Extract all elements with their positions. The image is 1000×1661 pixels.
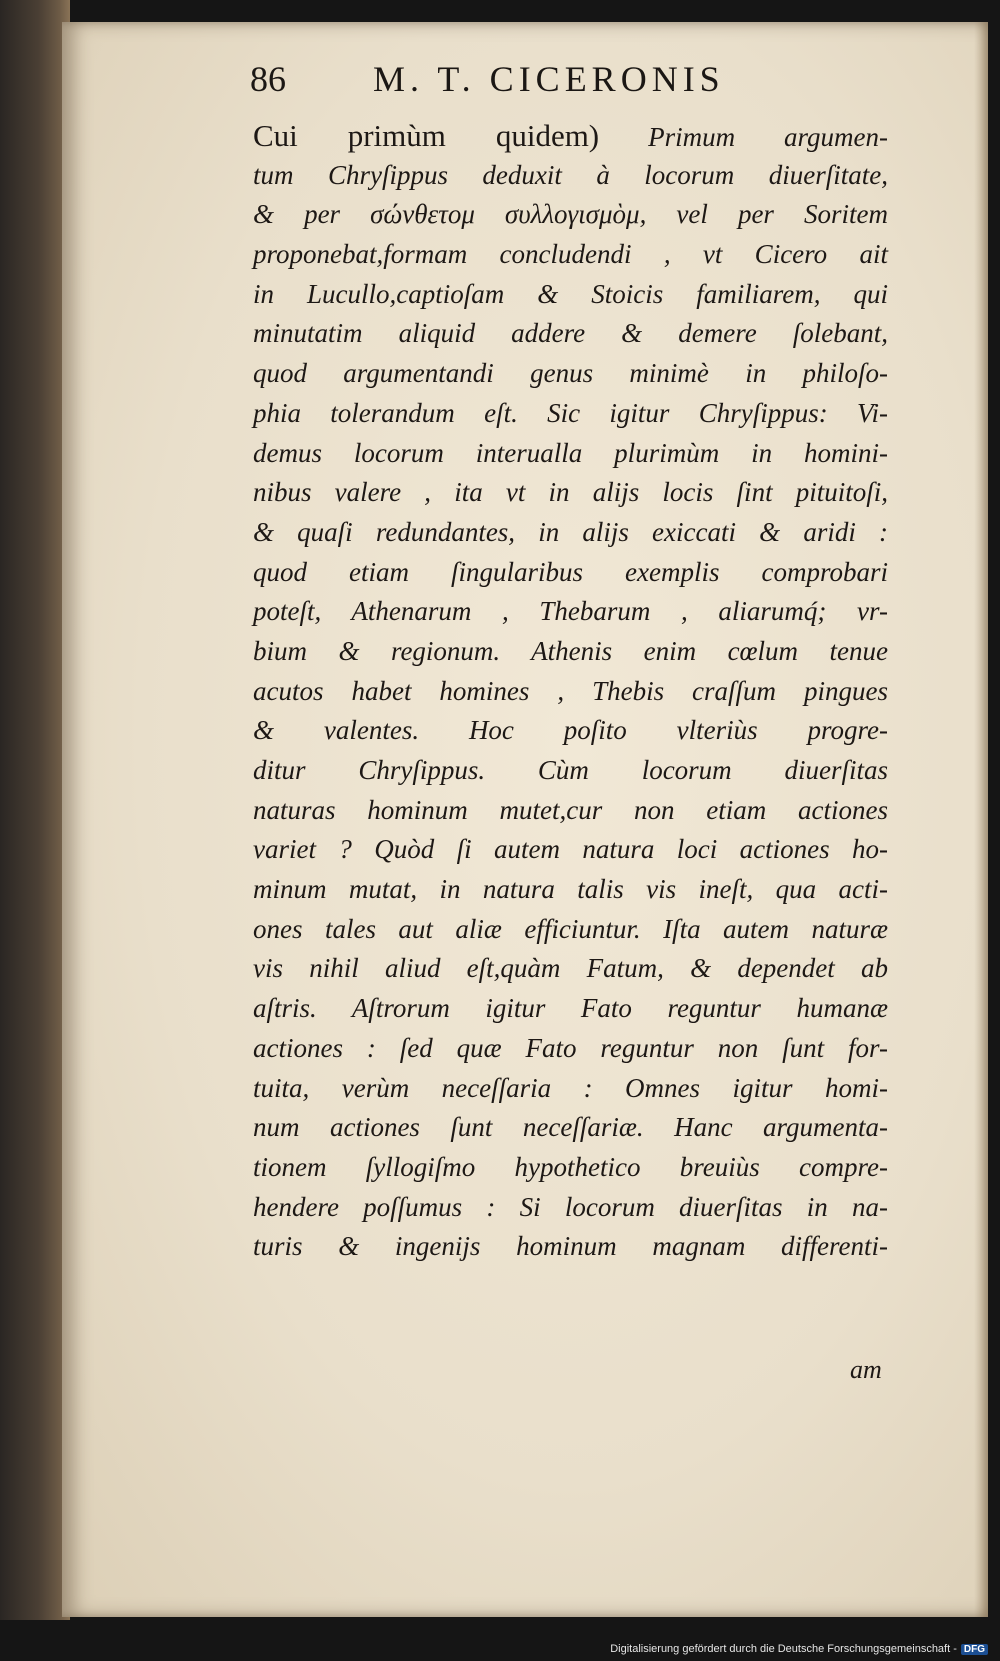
page-number: 86 (250, 59, 286, 99)
text-line: aſtris. Aſtrorum igitur Fato reguntur humanæ (253, 993, 888, 1024)
text-line: turis & ingenijs hominum magnam differenti- (253, 1231, 888, 1262)
book-binding-edge (0, 0, 70, 1620)
catchword: am (850, 1355, 882, 1384)
text-line: acutos habet homines , Thebis craſſum pingues (253, 675, 888, 706)
text-line: num actiones ſunt neceſſariæ. Hanc argumenta- (253, 1112, 888, 1143)
text-line: naturas hominum mutet,cur non etiam actiones (253, 794, 888, 825)
lemma-roman: Cui primùm quidem) (253, 118, 600, 153)
body-text (253, 116, 888, 1267)
text-line-1 (253, 116, 888, 156)
digitization-credit (610, 1643, 988, 1655)
text-line: hendere poſſumus : Si locorum diuerſitas in na- (253, 1191, 888, 1222)
text-line: ones tales aut aliæ efficiuntur. Iſta autem naturæ (253, 913, 888, 944)
text-line: phia tolerandum eſt. Sic igitur Chryſippus: Vi- (253, 397, 888, 428)
text-line: quod etiam ſingularibus exemplis comprobari (253, 556, 888, 587)
text-line: in Lucullo,captioſam & Stoicis familiarem, qui (253, 278, 888, 309)
text-line: & quaſi redundantes, in alijs exiccati & aridi : (253, 516, 888, 547)
text-line: tum Chryſippus deduxit à locorum diuerſitate, (253, 159, 888, 190)
text-line: proponebat,formam concludendi , vt Cicero ait (253, 239, 888, 270)
text-line: minutatim aliquid addere & demere ſolebant, (253, 318, 888, 349)
text-line: poteſt, Athenarum , Thebarum , aliarumq́; vr- (253, 596, 888, 627)
credit-text: Digitalisierung gefördert durch die Deutsche Forschungsgemeinschaft - (610, 1643, 957, 1655)
lemma-comment: Primum argumen- (648, 122, 888, 152)
page-edge-shadow (974, 22, 988, 1617)
text-line: & valentes. Hoc poſito vlteriùs progre- (253, 715, 888, 746)
text-line: vis nihil aliud eſt,quàm Fatum, & dependet ab (253, 953, 888, 984)
text-line: ditur Chryſippus. Cùm locorum diuerſitas (253, 755, 888, 785)
text-line: demus locorum interualla plurimùm in homini- (253, 437, 888, 468)
text-line: actiones : ſed quæ Fato reguntur non ſunt for- (253, 1032, 888, 1063)
text-line: variet ? Quòd ſi autem natura loci actiones ho- (253, 834, 888, 865)
page-header (250, 58, 850, 108)
text-line: & per σώνθετομ συλλογισμὸμ, vel per Soritem (253, 199, 888, 230)
text-line: bium & regionum. Athenis enim cœlum tenue (253, 635, 888, 666)
text-line: quod argumentandi genus minimè in philoſo- (253, 358, 888, 389)
running-head: M. T. CICERONIS (373, 59, 725, 99)
dfg-logo: DFG (961, 1644, 988, 1655)
text-line: nibus valere , ita vt in alijs locis ſint pituitoſi, (253, 477, 888, 508)
text-line: minum mutat, in natura talis vis ineſt, qua acti- (253, 874, 888, 905)
text-line: tuita, verùm neceſſaria : Omnes igitur homi- (253, 1072, 888, 1103)
text-line: tionem ſyllogiſmo hypothetico breuiùs compre- (253, 1151, 888, 1182)
